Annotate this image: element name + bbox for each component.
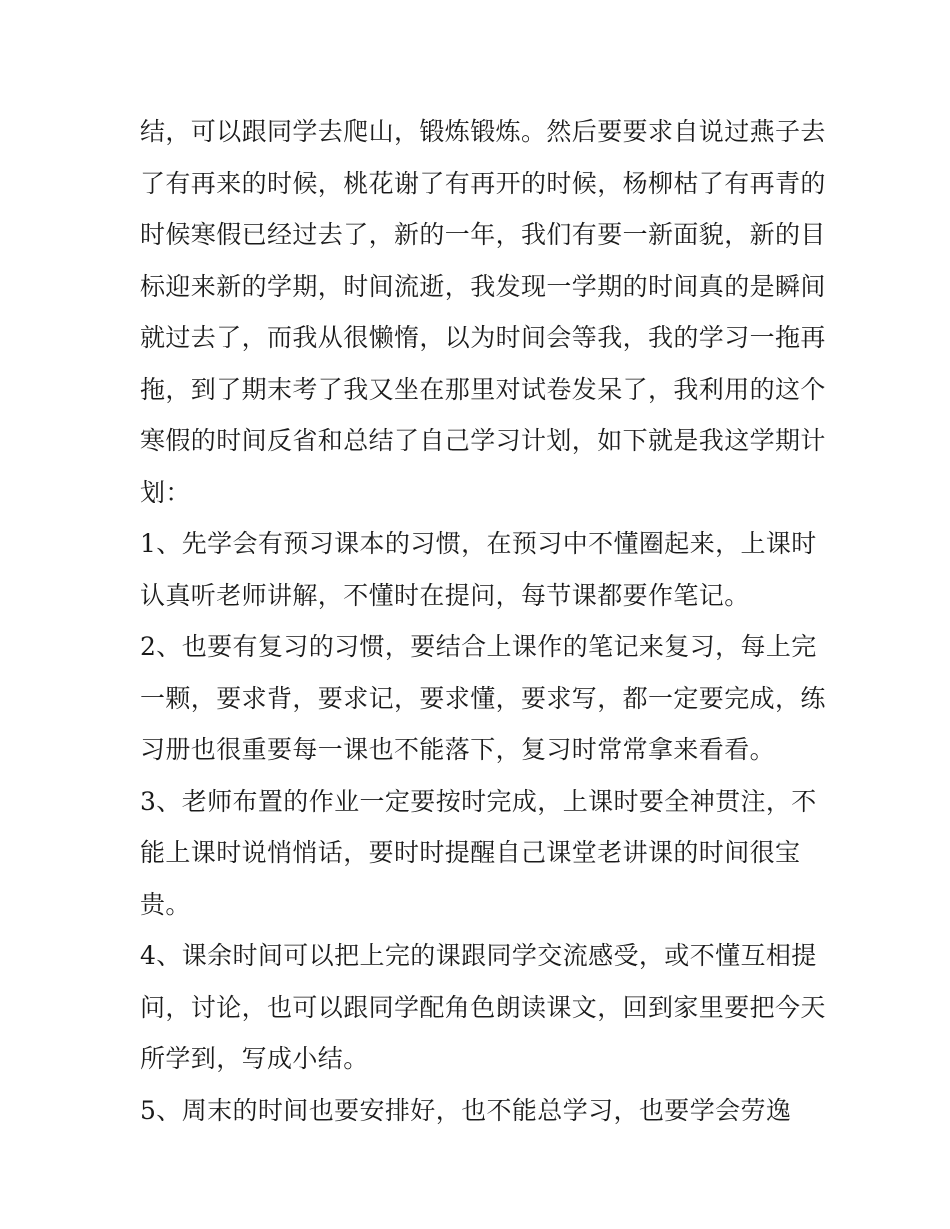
text-line: 时候寒假已经过去了，新的一年，我们有要一新面貌，新的目 [140,220,826,249]
list-item-3-line: 贵。 [140,889,191,919]
body-text [140,106,826,1136]
list-item-3-line: 能上课时说悄悄话，要时时提醒自己课堂老讲课的时间很宝 [140,838,801,867]
list-item-2-line: 习册也很重要每一课也不能落下，复习时常常拿来看看。 [140,735,776,764]
list-item-2-line: 2、也要有复习的习惯，要结合上课作的笔记来复习，每上完 [140,632,817,661]
list-item-1-line: 1、先学会有预习课本的习惯，在预习中不懂圈起来，上课时 [140,529,817,558]
list-item-1-line: 认真听老师讲解，不懂时在提问，每节课都要作笔记。 [140,580,750,610]
text-line: 就过去了，而我从很懒惰，以为时间会等我，我的学习一拖再 [140,323,826,352]
list-item-4-line: 问，讨论，也可以跟同学配角色朗读课文，回到家里要把今天 [140,992,826,1022]
list-item-2-line: 一颗，要求背，要求记，要求懂，要求写，都一定要完成，练 [140,683,826,713]
list-item-3-line: 3、老师布置的作业一定要按时完成，上课时要全神贯注，不 [140,786,817,816]
text-line: 寒假的时间反省和总结了自己学习计划，如下就是我这学期计 [140,426,826,455]
list-item-5-line: 5、周末的时间也要安排好，也不能总学习，也要学会劳逸 [140,1095,792,1125]
text-line: 了有再来的时候，桃花谢了有再开的时候，杨柳枯了有再青的 [140,168,826,198]
list-item-4-line: 4、课余时间可以把上完的课跟同学交流感受，或不懂互相提 [140,941,817,970]
list-item-4-line: 所学到，写成小结。 [140,1044,369,1073]
text-line: 标迎来新的学期，时间流逝，我发现一学期的时间真的是瞬间 [140,271,826,301]
text-line: 划： [140,477,191,507]
text-line: 结，可以跟同学去爬山，锻炼锻炼。然后要要求自说过燕子去 [140,117,826,146]
text-line: 拖，到了期末考了我又坐在那里对试卷发呆了，我利用的这个 [140,374,826,404]
